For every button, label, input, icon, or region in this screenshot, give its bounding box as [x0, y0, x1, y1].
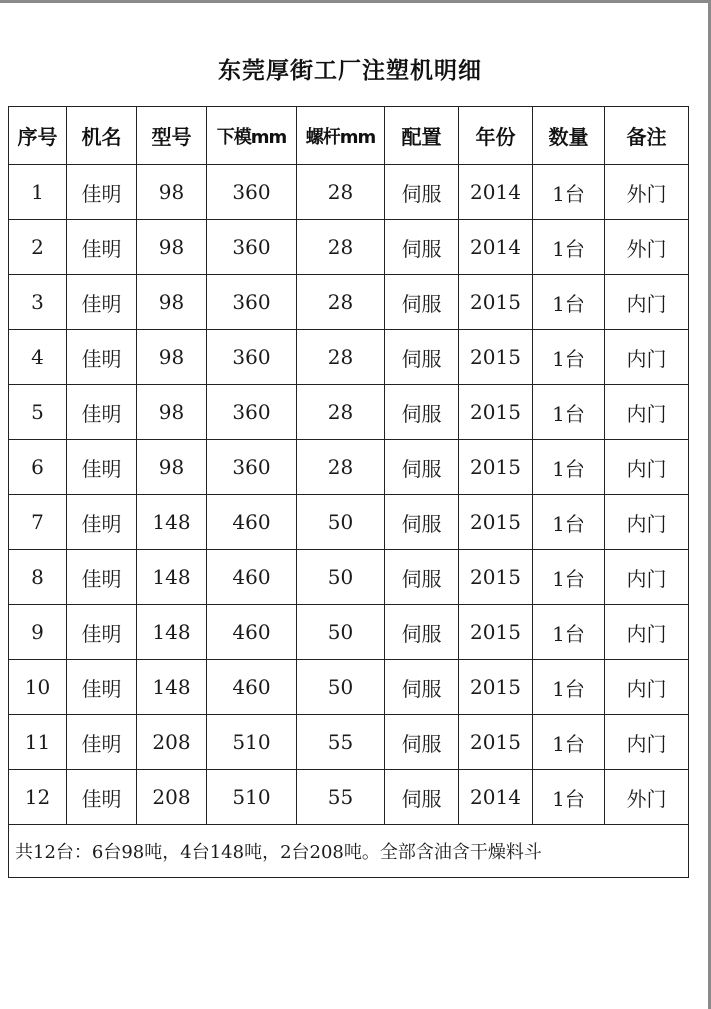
cell-model: 98 [137, 165, 207, 220]
cell-index: 6 [9, 440, 67, 495]
cell-lower-mold: 460 [207, 605, 297, 660]
cell-year: 2015 [459, 330, 533, 385]
cell-remarks: 内门 [605, 275, 689, 330]
cell-screw: 28 [297, 385, 385, 440]
cell-quantity: 1台 [533, 715, 605, 770]
cell-remarks: 内门 [605, 330, 689, 385]
cell-index: 4 [9, 330, 67, 385]
cell-remarks: 外门 [605, 165, 689, 220]
cell-lower-mold: 460 [207, 495, 297, 550]
cell-remarks: 内门 [605, 715, 689, 770]
cell-index: 9 [9, 605, 67, 660]
cell-year: 2015 [459, 550, 533, 605]
cell-screw: 28 [297, 275, 385, 330]
summary-text: 共12台：6台98吨，4台148吨，2台208吨。全部含油含干燥料斗 [9, 825, 689, 878]
header-cell-machine-name: 机名 [67, 107, 137, 165]
cell-quantity: 1台 [533, 605, 605, 660]
cell-index: 5 [9, 385, 67, 440]
header-cell-quantity: 数量 [533, 107, 605, 165]
cell-remarks: 外门 [605, 220, 689, 275]
cell-machine-name: 佳明 [67, 715, 137, 770]
cell-machine-name: 佳明 [67, 770, 137, 825]
cell-year: 2014 [459, 220, 533, 275]
cell-screw: 50 [297, 550, 385, 605]
header-cell-configuration: 配置 [385, 107, 459, 165]
cell-screw: 28 [297, 440, 385, 495]
cell-model: 208 [137, 715, 207, 770]
cell-index: 11 [9, 715, 67, 770]
header-cell-remarks: 备注 [605, 107, 689, 165]
cell-model: 98 [137, 330, 207, 385]
cell-screw: 28 [297, 330, 385, 385]
cell-year: 2014 [459, 770, 533, 825]
cell-quantity: 1台 [533, 220, 605, 275]
header-cell-lower-mold: 下模mm [207, 107, 297, 165]
cell-quantity: 1台 [533, 495, 605, 550]
cell-quantity: 1台 [533, 385, 605, 440]
cell-screw: 28 [297, 165, 385, 220]
cell-lower-mold: 360 [207, 440, 297, 495]
cell-model: 148 [137, 660, 207, 715]
cell-screw: 50 [297, 495, 385, 550]
cell-remarks: 内门 [605, 660, 689, 715]
cell-year: 2015 [459, 660, 533, 715]
cell-year: 2014 [459, 165, 533, 220]
table-row [9, 165, 689, 220]
cell-year: 2015 [459, 440, 533, 495]
header-cell-index: 序号 [9, 107, 67, 165]
cell-year: 2015 [459, 495, 533, 550]
table-row [9, 385, 689, 440]
cell-quantity: 1台 [533, 275, 605, 330]
page-top-border [0, 0, 711, 3]
cell-model: 98 [137, 275, 207, 330]
cell-model: 98 [137, 220, 207, 275]
cell-machine-name: 佳明 [67, 330, 137, 385]
cell-quantity: 1台 [533, 660, 605, 715]
cell-lower-mold: 360 [207, 385, 297, 440]
cell-machine-name: 佳明 [67, 165, 137, 220]
cell-lower-mold: 510 [207, 770, 297, 825]
cell-index: 12 [9, 770, 67, 825]
cell-configuration: 伺服 [385, 330, 459, 385]
cell-configuration: 伺服 [385, 660, 459, 715]
cell-model: 98 [137, 440, 207, 495]
cell-quantity: 1台 [533, 550, 605, 605]
table-row [9, 715, 689, 770]
table-row [9, 440, 689, 495]
cell-remarks: 内门 [605, 605, 689, 660]
cell-configuration: 伺服 [385, 220, 459, 275]
document-title: 东莞厚街工厂注塑机明细 [218, 58, 482, 84]
cell-lower-mold: 460 [207, 660, 297, 715]
cell-remarks: 内门 [605, 550, 689, 605]
cell-year: 2015 [459, 275, 533, 330]
cell-index: 10 [9, 660, 67, 715]
cell-remarks: 内门 [605, 495, 689, 550]
cell-configuration: 伺服 [385, 495, 459, 550]
cell-configuration: 伺服 [385, 440, 459, 495]
cell-quantity: 1台 [533, 440, 605, 495]
table-row [9, 550, 689, 605]
cell-model: 148 [137, 495, 207, 550]
cell-machine-name: 佳明 [67, 385, 137, 440]
cell-remarks: 内门 [605, 440, 689, 495]
header-cell-model: 型号 [137, 107, 207, 165]
cell-lower-mold: 510 [207, 715, 297, 770]
cell-quantity: 1台 [533, 330, 605, 385]
cell-machine-name: 佳明 [67, 660, 137, 715]
table-body [9, 165, 689, 825]
cell-machine-name: 佳明 [67, 220, 137, 275]
cell-model: 98 [137, 385, 207, 440]
cell-index: 1 [9, 165, 67, 220]
cell-model: 208 [137, 770, 207, 825]
table-header-row [9, 107, 689, 165]
cell-lower-mold: 360 [207, 165, 297, 220]
cell-screw: 50 [297, 605, 385, 660]
table-row [9, 330, 689, 385]
cell-configuration: 伺服 [385, 715, 459, 770]
cell-lower-mold: 360 [207, 330, 297, 385]
cell-index: 2 [9, 220, 67, 275]
cell-configuration: 伺服 [385, 550, 459, 605]
cell-model: 148 [137, 550, 207, 605]
cell-index: 3 [9, 275, 67, 330]
cell-remarks: 外门 [605, 770, 689, 825]
cell-configuration: 伺服 [385, 770, 459, 825]
cell-lower-mold: 360 [207, 220, 297, 275]
cell-lower-mold: 360 [207, 275, 297, 330]
cell-configuration: 伺服 [385, 385, 459, 440]
cell-quantity: 1台 [533, 165, 605, 220]
cell-index: 7 [9, 495, 67, 550]
header-cell-screw: 螺杆mm [297, 107, 385, 165]
cell-remarks: 内门 [605, 385, 689, 440]
cell-year: 2015 [459, 715, 533, 770]
cell-index: 8 [9, 550, 67, 605]
cell-year: 2015 [459, 385, 533, 440]
cell-configuration: 伺服 [385, 275, 459, 330]
cell-machine-name: 佳明 [67, 550, 137, 605]
cell-machine-name: 佳明 [67, 495, 137, 550]
cell-configuration: 伺服 [385, 165, 459, 220]
cell-machine-name: 佳明 [67, 275, 137, 330]
table-row [9, 275, 689, 330]
table-row [9, 605, 689, 660]
cell-screw: 55 [297, 770, 385, 825]
machine-table [8, 106, 689, 878]
cell-machine-name: 佳明 [67, 440, 137, 495]
table-row [9, 495, 689, 550]
table-row [9, 770, 689, 825]
cell-machine-name: 佳明 [67, 605, 137, 660]
cell-screw: 55 [297, 715, 385, 770]
header-cell-year: 年份 [459, 107, 533, 165]
cell-configuration: 伺服 [385, 605, 459, 660]
cell-screw: 50 [297, 660, 385, 715]
cell-lower-mold: 460 [207, 550, 297, 605]
summary-row [9, 825, 689, 878]
table-row [9, 660, 689, 715]
cell-year: 2015 [459, 605, 533, 660]
cell-quantity: 1台 [533, 770, 605, 825]
table-row [9, 220, 689, 275]
cell-screw: 28 [297, 220, 385, 275]
cell-model: 148 [137, 605, 207, 660]
